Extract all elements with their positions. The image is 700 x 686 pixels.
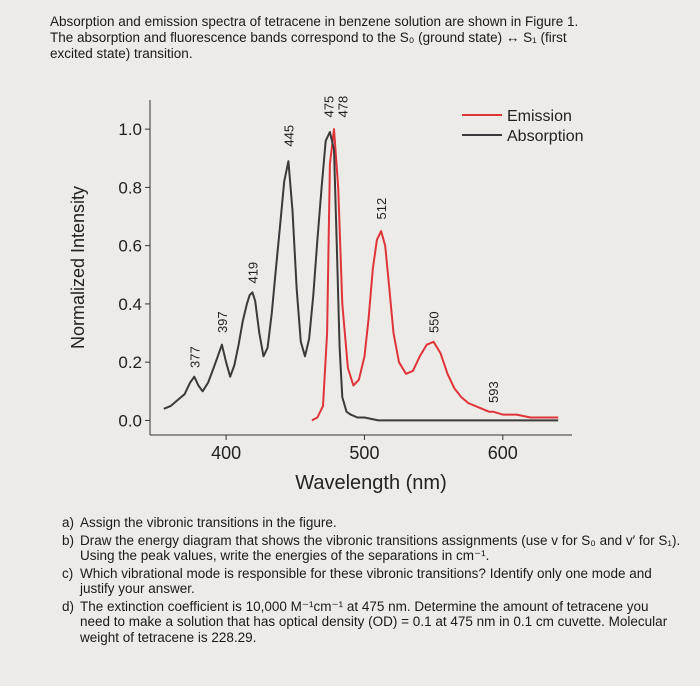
peak-label: 419 [245, 261, 261, 284]
question-label: b) [62, 532, 75, 548]
question-label: a) [62, 515, 75, 530]
x-axis-label: Wavelength (nm) [295, 472, 447, 494]
question-text: Draw the energy diagram that shows the vibronic transitions assignments (use v for S₀ and v′ for S₁). Using the peak values, write the energies of the separations in cm⁻¹. [80, 532, 681, 563]
y-tick-label: 0.2 [118, 353, 142, 373]
peak-label: 550 [426, 311, 442, 334]
y-tick-label: 0.4 [118, 294, 142, 314]
intro-line-1: Absorption and emission spectra of tetracene in benzene solution are shown in Figure 1. [50, 14, 579, 29]
peak-label: 377 [187, 346, 203, 368]
question-a [62, 515, 682, 531]
peak-label: 478 [335, 95, 351, 118]
peak-label: 397 [214, 311, 230, 334]
question-c [62, 566, 682, 597]
legend-label-absorption: Absorption [507, 128, 584, 145]
question-label: c) [62, 565, 74, 581]
y-tick-label: 1.0 [118, 120, 142, 140]
y-tick-label: 0.6 [118, 236, 142, 256]
question-b [62, 533, 682, 564]
y-tick-label: 0.0 [118, 411, 142, 431]
series-line-absorption [164, 132, 558, 420]
legend-label-emission: Emission [507, 108, 572, 125]
intro-line-2: The absorption and fluorescence bands correspond to the S₀ (ground state) ↔ S₁ (first [50, 30, 567, 45]
peak-label: 593 [486, 381, 502, 403]
question-label: d) [62, 598, 75, 614]
question-list [62, 515, 682, 647]
y-axis-label: Normalized Intensity [68, 185, 88, 350]
peak-label: 445 [281, 124, 297, 147]
spectra-chart [0, 80, 700, 510]
y-tick-label: 0.8 [118, 178, 142, 198]
question-text: The extinction coefficient is 10,000 M⁻¹cm⁻¹ at 475 nm. Determine the amount of tetracene you need to make a solution that has optical density (OD) = 0.1 at 475 nm in 0.1 cm cuvette. Molecular weight of tetracene is 228.29. [80, 598, 668, 645]
intro-text [50, 14, 680, 62]
question-text: Assign the vibronic transitions in the figure. [80, 515, 337, 530]
peak-label: 475 [321, 95, 337, 118]
question-d [62, 599, 682, 646]
x-tick-label: 600 [487, 443, 518, 463]
x-tick-label: 500 [349, 443, 380, 463]
series-line-emission [312, 129, 558, 420]
peak-label: 512 [374, 197, 390, 220]
intro-line-3: excited state) transition. [50, 46, 193, 61]
x-tick-label: 400 [211, 443, 242, 463]
question-text: Which vibrational mode is responsible for these vibronic transitions? Identify only one mode and justify your answer. [80, 565, 652, 596]
